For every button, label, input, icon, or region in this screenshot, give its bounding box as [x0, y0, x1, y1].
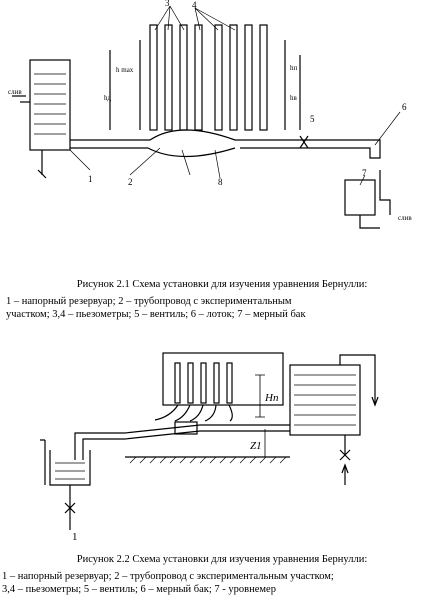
piezometer-tubes	[175, 363, 232, 403]
label-7: 7	[362, 168, 367, 178]
label-5: 5	[310, 114, 315, 124]
figure-1-legend	[6, 295, 438, 321]
figure-1-caption: Рисунок 2.1 Схема установки для изучения уравнения Бернулли:	[76, 279, 368, 290]
label-hv: hв	[290, 94, 297, 102]
figure-2-diagram	[0, 345, 444, 545]
piezometer-group-right	[215, 25, 267, 130]
figure-2-legend-line-2: 3,4 – пьезометры; 5 – вентиль; 6 – мерный бак; 7 - уровнемер	[2, 584, 276, 595]
figure-2-caption: Рисунок 2.2 Схема установки для изучения уравнения Бернулли:	[76, 554, 368, 565]
label-hmax: h max	[116, 66, 134, 74]
figure-1-legend-line-1: 1 – напорный резервуар; 2 – трубопровод с экспериментальным	[6, 296, 292, 307]
tank-water-hatching	[294, 375, 356, 425]
label-1: 1	[72, 531, 78, 543]
label-z1: Z1	[250, 440, 262, 452]
measuring-tank	[50, 450, 90, 485]
label-6: 6	[402, 102, 407, 112]
label-8: 8	[218, 177, 223, 187]
figure-1-legend-line-2: участком; 3,4 – пьезометры; 5 – вентиль; 6 – лоток; 7 – мерный бак	[6, 309, 306, 320]
label-2: 2	[128, 177, 133, 187]
pipeline	[70, 130, 380, 158]
label-drain-left: слив	[8, 88, 22, 96]
tank-water-hatching	[34, 74, 66, 134]
label-drain-right: слив	[398, 214, 412, 222]
pressure-tank	[290, 365, 360, 435]
label-1: 1	[88, 174, 93, 184]
figure-1-diagram	[0, 0, 444, 246]
label-3: 3	[165, 0, 170, 8]
figure-2-legend	[2, 570, 442, 596]
label-4: 4	[192, 0, 197, 10]
label-hp: hп	[290, 64, 298, 72]
piezometer-group-left	[150, 25, 202, 130]
measuring-tank	[345, 180, 375, 215]
label-hn: Hп	[265, 392, 279, 404]
figure-2-legend-line-1: 1 – напорный резервуар; 2 – трубопровод с экспериментальным участком;	[2, 571, 334, 582]
label-hd: hд	[104, 94, 112, 102]
valve	[300, 136, 308, 148]
pressure-tank	[30, 60, 70, 150]
